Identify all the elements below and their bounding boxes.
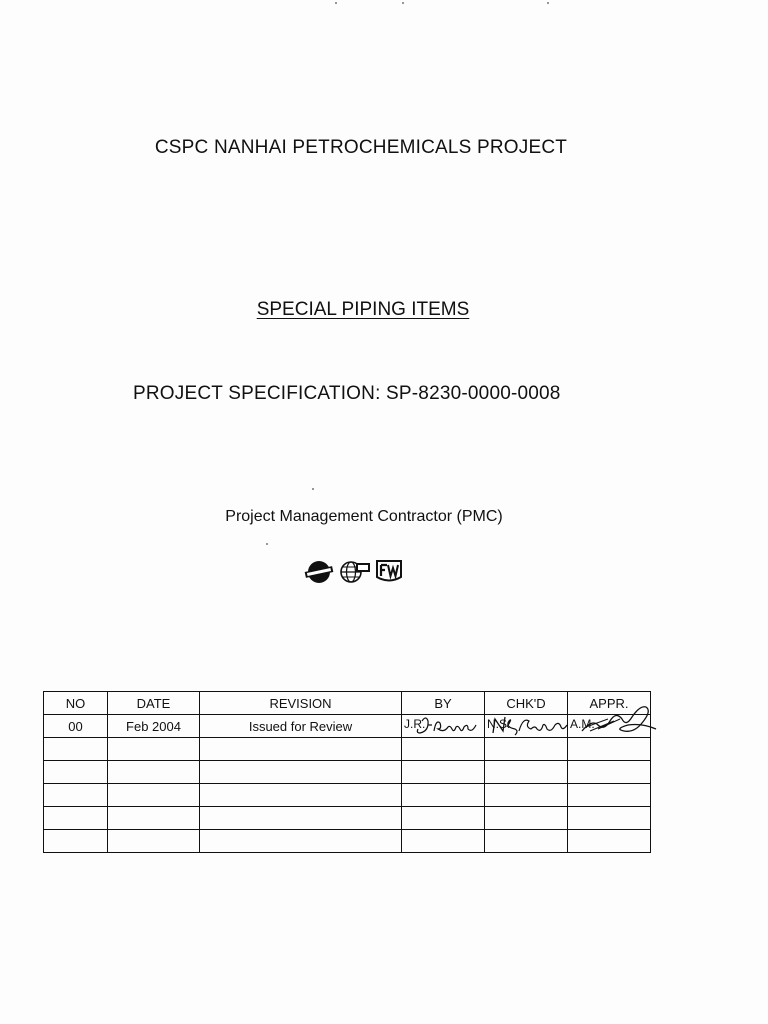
cell-appr: [568, 738, 651, 761]
specification-number: PROJECT SPECIFICATION: SP-8230-0000-0008: [133, 383, 561, 404]
cell-no: [44, 807, 108, 830]
cell-chkd: [485, 715, 568, 738]
scan-speck: [402, 2, 404, 4]
company-logos: [304, 557, 404, 585]
cell-appr: [568, 761, 651, 784]
cell-chkd: [485, 784, 568, 807]
globe-logo: [341, 562, 370, 582]
cell-chkd: [485, 761, 568, 784]
cell-chkd: [485, 830, 568, 853]
cell-no: [44, 761, 108, 784]
cell-appr: [568, 715, 651, 738]
cell-appr: [568, 784, 651, 807]
cell-by: [402, 738, 485, 761]
cell-revision: Issued for Review: [200, 715, 402, 738]
table-row: [44, 830, 651, 853]
scan-speck: [266, 543, 268, 545]
header-chkd: CHK'D: [485, 692, 568, 715]
cell-no: [44, 738, 108, 761]
cell-revision: [200, 784, 402, 807]
header-revision: REVISION: [200, 692, 402, 715]
table-row: [44, 715, 651, 738]
table-row: [44, 738, 651, 761]
by-initials: J.R.: [404, 717, 426, 731]
cell-by: [402, 715, 485, 738]
cell-revision: [200, 761, 402, 784]
cell-appr: [568, 830, 651, 853]
cell-revision: [200, 830, 402, 853]
cell-by: [402, 784, 485, 807]
cell-no: 00: [44, 715, 108, 738]
header-by: BY: [402, 692, 485, 715]
fw-logo: [377, 561, 401, 581]
cell-date: [108, 738, 200, 761]
cell-date: [108, 761, 200, 784]
cell-no: [44, 784, 108, 807]
cell-date: [108, 807, 200, 830]
cell-by: [402, 807, 485, 830]
cell-appr: [568, 807, 651, 830]
scan-speck: [335, 2, 337, 4]
header-appr: APPR.: [568, 692, 651, 715]
document-title: SPECIAL PIPING ITEMS: [256, 299, 470, 320]
revision-table: [43, 691, 651, 853]
cell-revision: [200, 807, 402, 830]
bechtel-logo: [305, 561, 334, 583]
table-row: [44, 761, 651, 784]
cell-date: [108, 830, 200, 853]
cell-chkd: [485, 738, 568, 761]
cell-no: [44, 830, 108, 853]
scan-speck: [312, 488, 314, 490]
scan-speck: [547, 2, 549, 4]
cell-chkd: [485, 807, 568, 830]
contractor-label: Project Management Contractor (PMC): [225, 508, 503, 525]
project-title: CSPC NANHAI PETROCHEMICALS PROJECT: [154, 137, 568, 158]
table-row: [44, 784, 651, 807]
header-date: DATE: [108, 692, 200, 715]
header-no: NO: [44, 692, 108, 715]
cell-by: [402, 761, 485, 784]
table-row: [44, 807, 651, 830]
cell-by: [402, 830, 485, 853]
cell-date: Feb 2004: [108, 715, 200, 738]
table-header-row: [44, 692, 651, 715]
appr-initials: A.M.: [570, 717, 595, 731]
cell-date: [108, 784, 200, 807]
chkd-initials: N.S.: [487, 717, 511, 731]
cell-revision: [200, 738, 402, 761]
